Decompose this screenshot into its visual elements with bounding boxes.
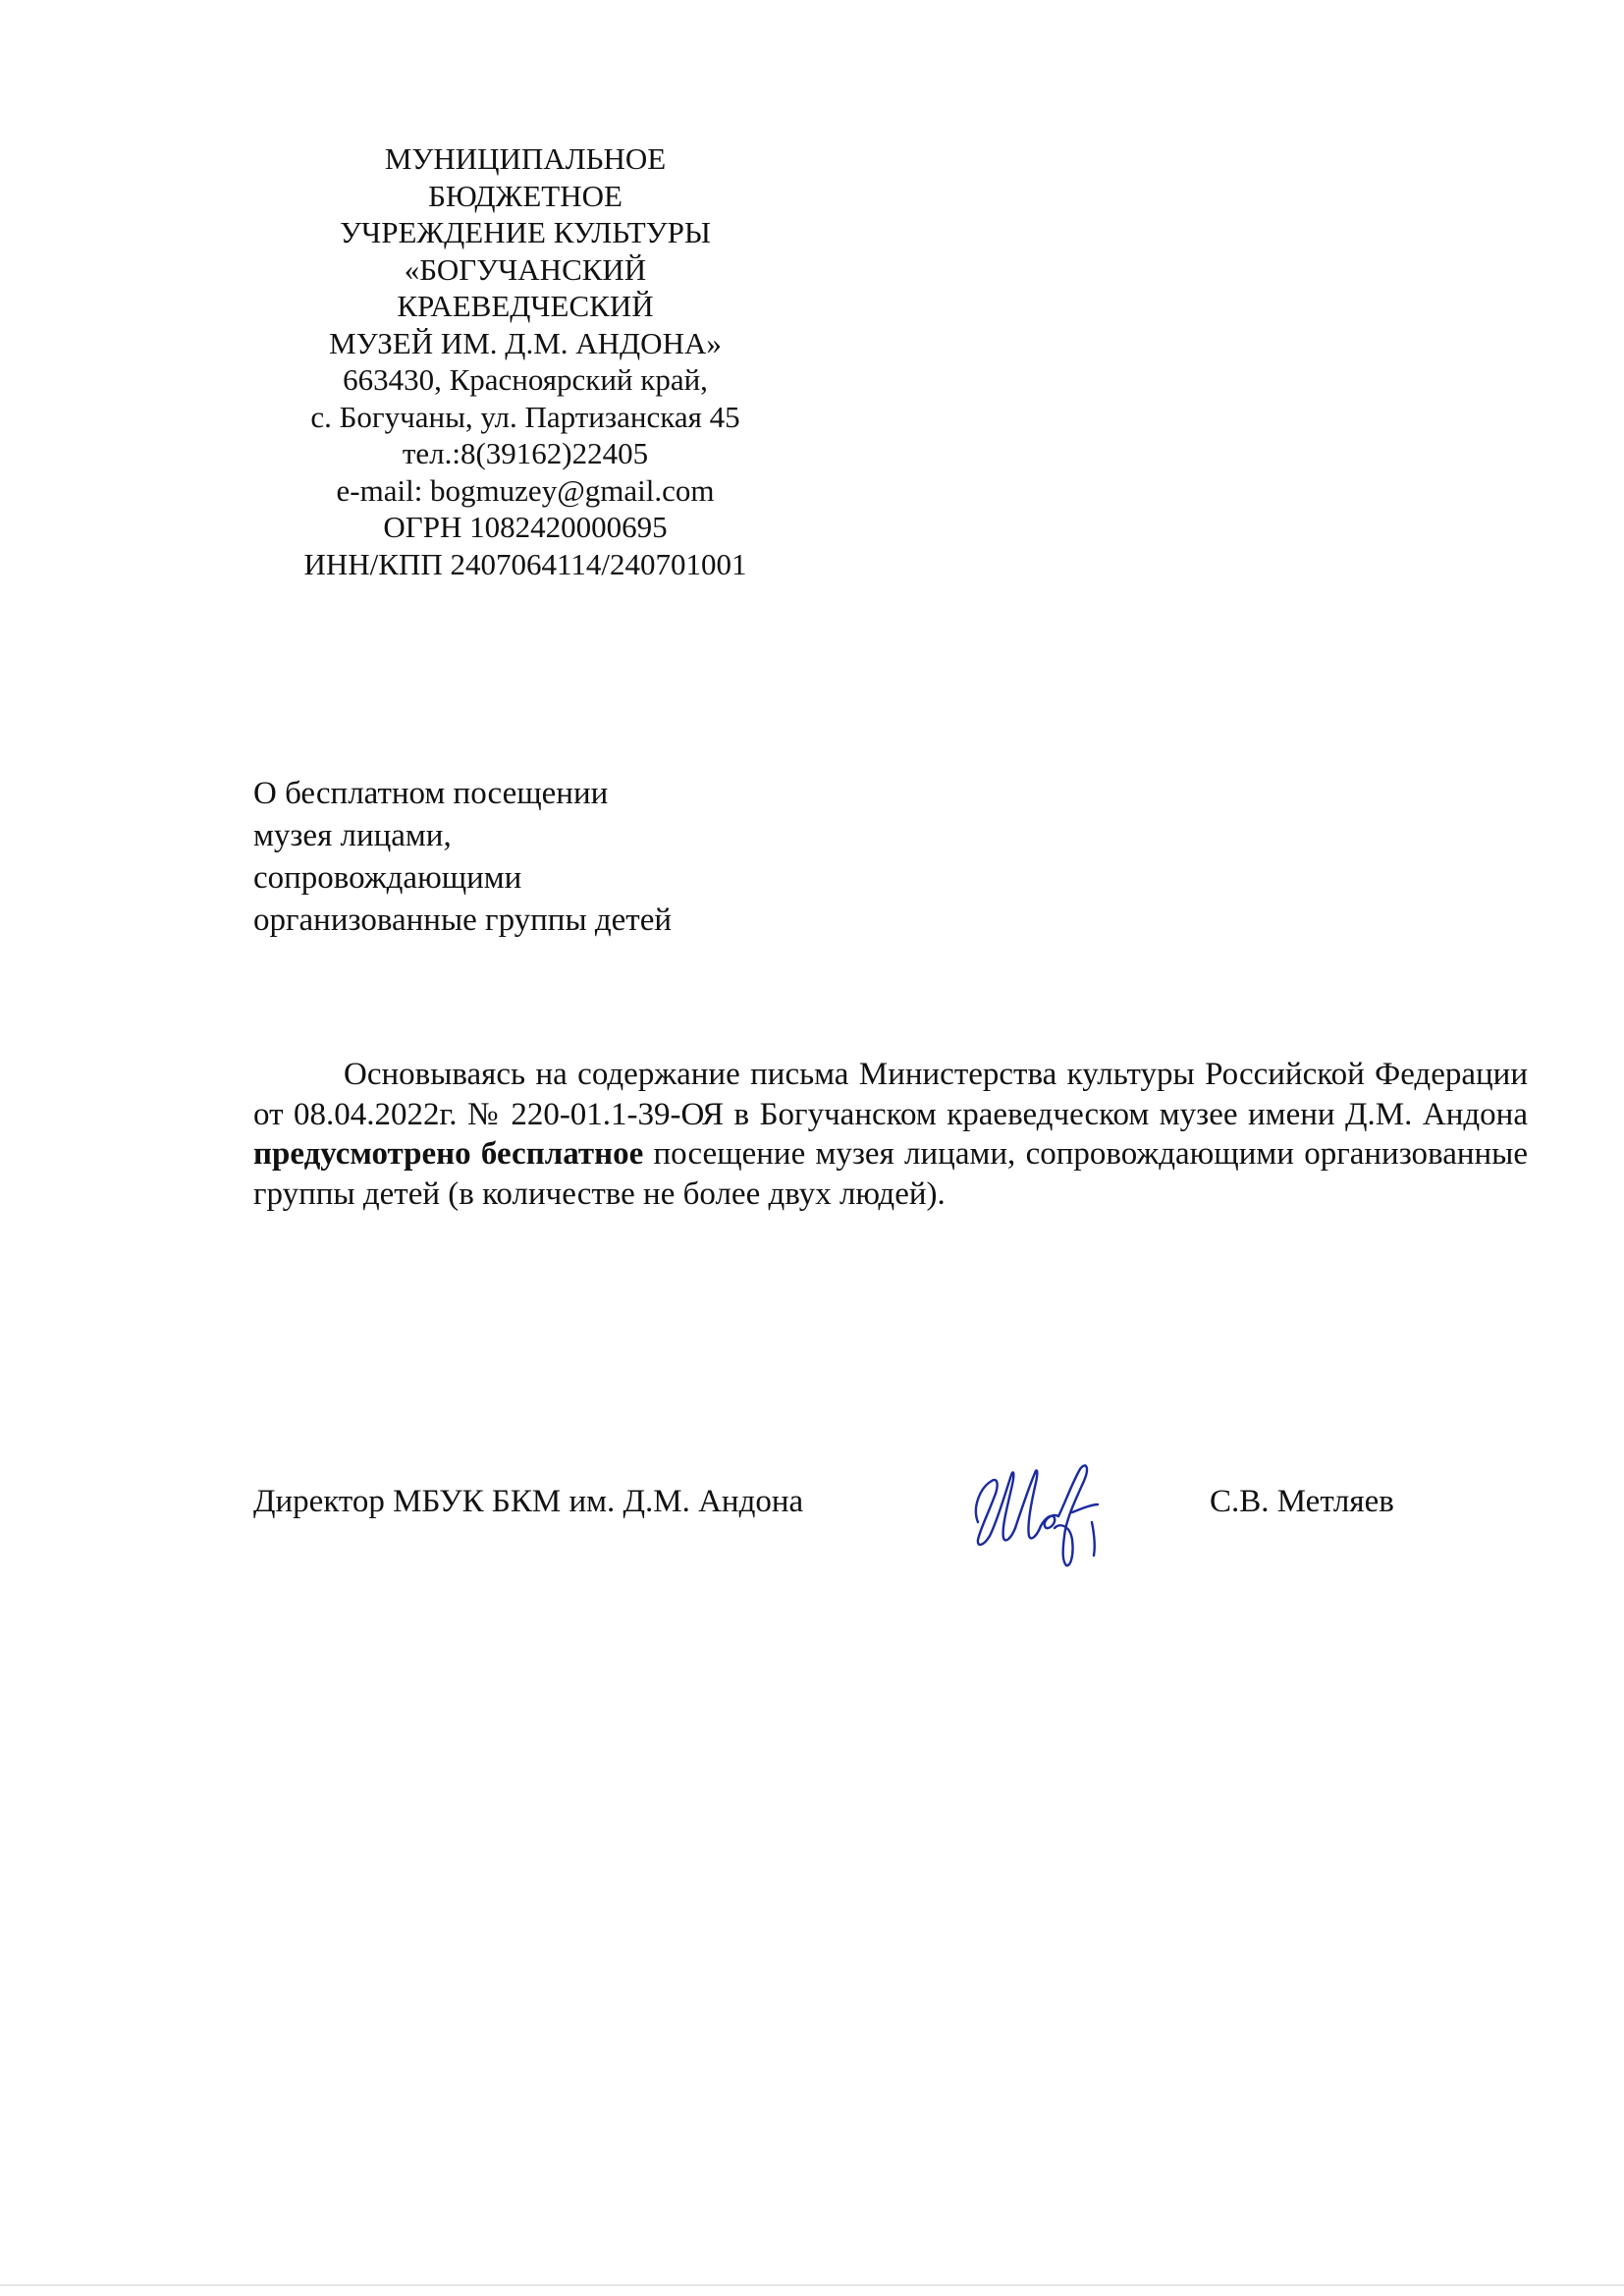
letterhead-address: 663430, Красноярский край,: [343, 362, 708, 397]
body-text-start: Основываясь на содержание письма Министерства культуры Российской Федерации от 08.04.2022г. № 220-01.1-39-ОЯ в Богучанском краеведческом музее имени Д.М. Андона: [253, 1057, 1528, 1132]
letterhead-email: e-mail: bogmuzey@gmail.com: [336, 472, 715, 508]
letterhead: [234, 140, 817, 582]
signatory-name: С.В. Метляев: [1210, 1484, 1394, 1519]
letterhead-phone: тел.:8(39162)22405: [402, 436, 649, 470]
letterhead-line: МУЗЕЙ ИМ. Д.М. АНДОНА»: [329, 325, 722, 360]
body-text-bold: предусмотрено бесплатное: [253, 1136, 644, 1172]
handwritten-signature: [950, 1453, 1147, 1581]
letter-subject: [253, 773, 862, 942]
signatory-position: Директор МБУК БКМ им. Д.М. Андона: [253, 1484, 804, 1519]
body-text-end: посещение музея лицами, сопровождающими организованные группы детей (в количестве не более двух людей).: [253, 1136, 1528, 1212]
subject-line: организованные группы детей: [253, 902, 673, 938]
letterhead-line: БЮДЖЕТНОЕ: [428, 178, 623, 213]
letterhead-ogrn: ОГРН 1082420000695: [383, 510, 668, 544]
subject-line: музея лицами,: [253, 818, 452, 853]
subject-line: О бесплатном посещении: [253, 776, 609, 811]
letterhead-address: с. Богучаны, ул. Партизанская 45: [310, 399, 740, 434]
letterhead-line: КРАЕВЕДЧЕСКИЙ: [397, 289, 654, 323]
letterhead-line: УЧРЕЖДЕНИЕ КУЛЬТУРЫ: [340, 215, 711, 249]
letter-body: [253, 1055, 1528, 1214]
letterhead-line: «БОГУЧАНСКИЙ: [404, 251, 647, 287]
subject-line: сопровождающими: [253, 860, 522, 896]
letterhead-line: МУНИЦИПАЛЬНОЕ: [384, 141, 667, 176]
scan-edge-divider: [0, 2284, 1624, 2286]
letterhead-inn-kpp: ИНН/КПП 2407064114/240701001: [303, 546, 747, 581]
